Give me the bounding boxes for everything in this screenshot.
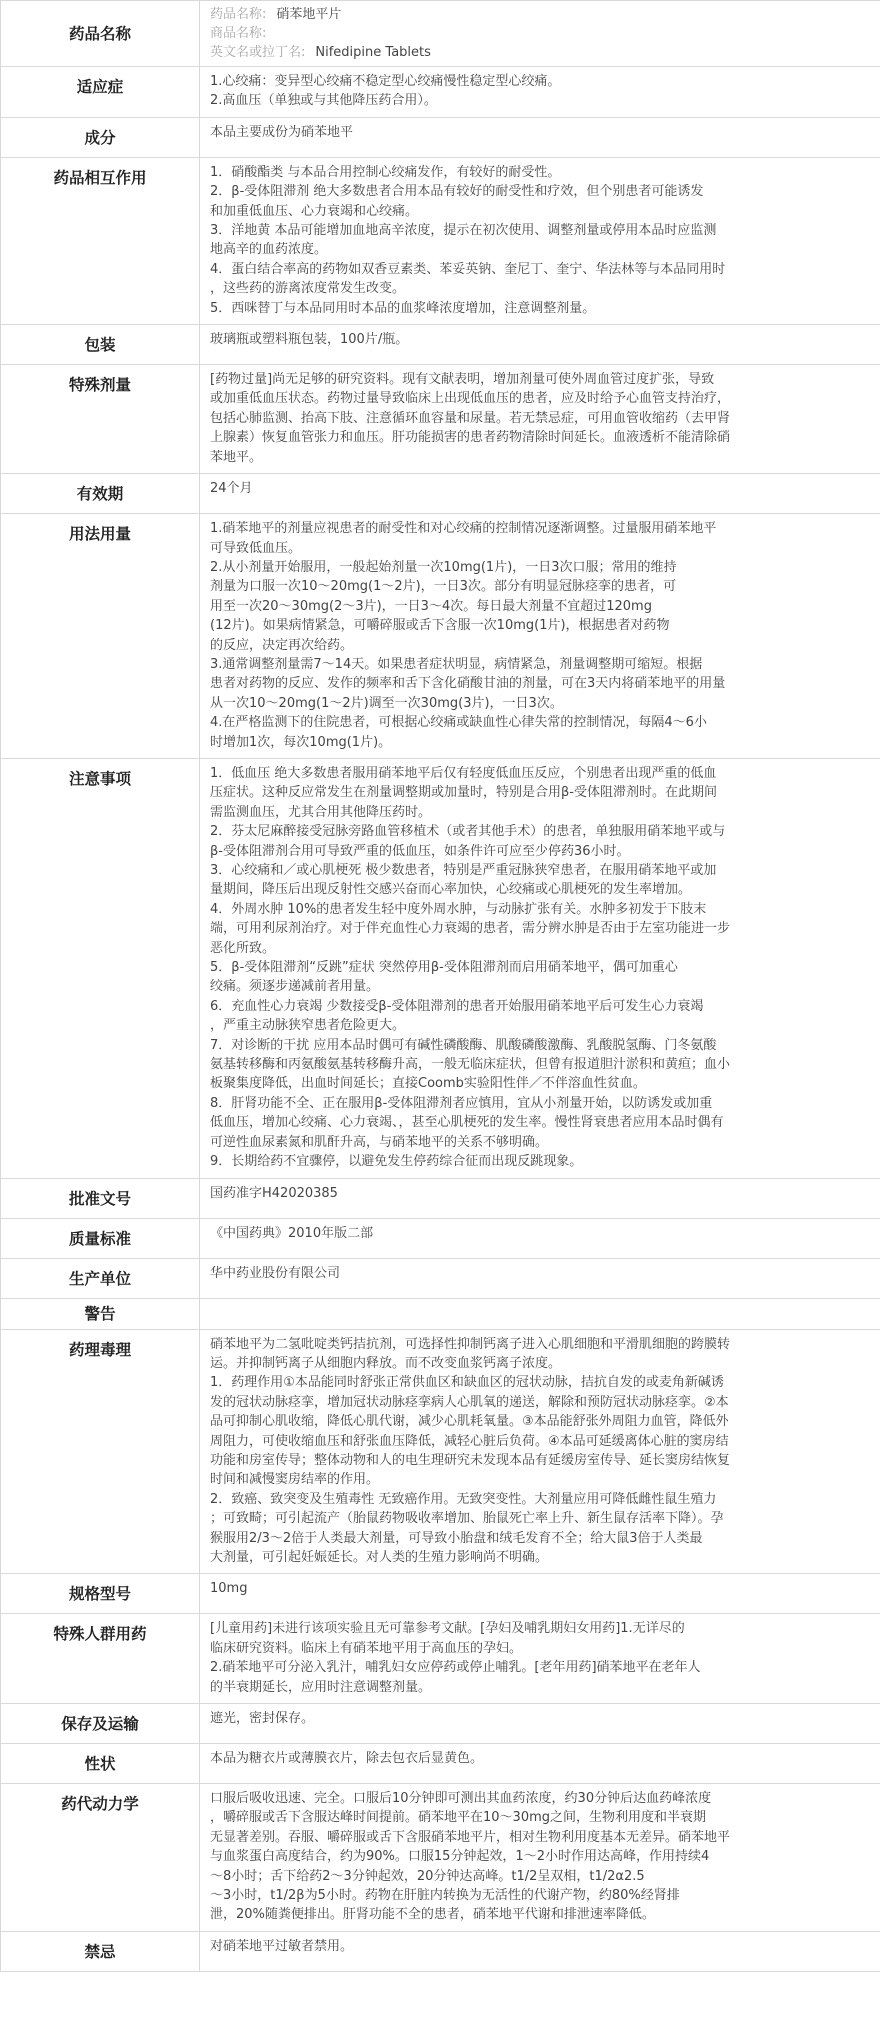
english-name-value: Nifedipine Tablets [315, 45, 431, 60]
row-value: 硝苯地平为二氢吡啶类钙拮抗剂，可选择性抑制钙离子进入心肌细胞和平滑肌细胞的跨膜转 运。并抑制钙离子从细胞内释放。而不改变血浆钙离子浓度。 1．药理作用①本品能同时舒张正常供血区和缺血区的冠状动脉，拮抗自发的或麦角新碱诱 发的冠状动脉痉挛，增加冠状动脉痉挛病人心肌氧的递送，解除和预防冠状动脉痉挛。②本 品可抑制心肌收缩，降低心肌代谢，减少心肌耗氧量。③本品能舒张外周阻力血管，降低外 周阻力，可使收缩血压和舒张血压降低，减轻心脏后负荷。④本品可延缓离体心脏的窦房结 功能和房室传导；整体动物和人的电生理研究未发现本品有延缓房室传导、延长窦房结恢复 时间和减慢窦房结率的作用。 2．致癌、致突变及生殖毒性 无致癌作用。无致突变性。大剂量应用可降低雌性鼠生殖力 ；可致畸；可引起流产（胎鼠药物吸收率增加、胎鼠死亡率上升、新生鼠存活率下降）。孕 猴服用2/3～2倍于人类最大剂量，可导致小胎盘和绒毛发育不全；给大鼠3倍于人类最 大剂量，可引起妊娠延长。对人类的生殖力影响尚不明确。 [200, 1329, 880, 1574]
row-value: 1．低血压 绝大多数患者服用硝苯地平后仅有轻度低血压反应，个别患者出现严重的低血 压症状。这种反应常发生在剂量调整期或加量时，特别是合用β-受体阻滞剂时。在此期间 需监测血压，尤其合用其他降压药时。 2．芬太尼麻醉接受冠脉旁路血管移植术（或者其他手术）的患者，单独服用硝苯地平或与 β-受体阻滞剂合用可导致严重的低血压，如条件许可应至少停药36小时。 3．心绞痛和／或心肌梗死 极少数患者，特别是严重冠脉狭窄患者，在服用硝苯地平或加 量期间，降压后出现反射性交感兴奋而心率加快，心绞痛或心肌梗死的发生率增加。 4．外周水肿 10%的患者发生轻中度外周水肿，与动脉扩张有关。水肿多初发于下肢末 端，可用利尿剂治疗。对于伴充血性心力衰竭的患者，需分辨水肿是否由于左室功能进一步 恶化所致。 5．β-受体阻滞剂“反跳”症状 突然停用β-受体阻滞剂而启用硝苯地平，偶可加重心 绞痛。须逐步递减前者用量。 6．充血性心力衰竭 少数接受β-受体阻滞剂的患者开始服用硝苯地平后可发生心力衰竭 ，严重主动脉狭窄患者危险更大。 7．对诊断的干扰 应用本品时偶可有碱性磷酸酶、肌酸磷酸激酶、乳酸脱氢酶、门冬氨酸 氨基转移酶和丙氨酸氨基转移酶升高，一般无临床症状，但曾有报道胆汁淤积和黄疸；血小 板聚集度降低，出血时间延长；直接Coomb实验阳性伴／不伴溶血性贫血。 8．肝肾功能不全、正在服用β-受体阻滞剂者应慎用，宜从小剂量开始，以防诱发或加重 低血压，增加心绞痛、心力衰竭、，甚至心肌梗死的发生率。慢性肾衰患者应用本品时偶有 可逆性血尿素氮和肌酐升高，与硝苯地平的关系不够明确。 9．长期给药不宜骤停，以避免发生停药综合征而出现反跳现象。 [200, 758, 880, 1178]
row-value: 国药准字H42020385 [200, 1178, 880, 1218]
row-value: 10mg [200, 1574, 880, 1614]
row-label: 用法用量 [1, 514, 200, 759]
row-value: 1.心绞痛：变异型心绞痛不稳定型心绞痛慢性稳定型心绞痛。 2.高血压（单独或与其他降压药合用）。 [200, 67, 880, 118]
row-label: 有效期 [1, 474, 200, 514]
info-row [1, 1178, 880, 1218]
english-name-line [210, 43, 870, 62]
info-row [1, 1298, 880, 1329]
row-label: 警告 [1, 1298, 200, 1329]
info-row [1, 325, 880, 365]
row-value [200, 1298, 880, 1329]
row-value: 1.硝苯地平的剂量应视患者的耐受性和对心绞痛的控制情况逐渐调整。过量服用硝苯地平 可导致低血压。 2.从小剂量开始服用，一般起始剂量一次10mg(1片)，一日3次口服；常用的维持 剂量为口服一次10～20mg(1～2片)，一日3次。部分有明显冠脉痉挛的患者，可 用至一次20～30mg(2～3片)，一日3～4次。每日最大剂量不宜超过120mg (12片)。如果病情紧急，可嚼碎服或舌下含服一次10mg(1片)，根据患者对药物 的反应，决定再次给药。 3.通常调整剂量需7～14天。如果患者症状明显，病情紧急，剂量调整期可缩短。根据 患者对药物的反应、发作的频率和舌下含化硝酸甘油的剂量，可在3天内将硝苯地平的用量 从一次10～20mg(1～2片)调至一次30mg(3片)，一日3次。 4.在严格监测下的住院患者，可根据心绞痛或缺血性心律失常的控制情况，每隔4～6小 时增加1次，每次10mg(1片)。 [200, 514, 880, 759]
row-value: 对硝苯地平过敏者禁用。 [200, 1931, 880, 1971]
row-label: 注意事项 [1, 758, 200, 1178]
row-value: 《中国药典》2010年版二部 [200, 1218, 880, 1258]
info-row [1, 67, 880, 118]
row-value: [儿童用药]未进行该项实验且无可靠参考文献。[孕妇及哺乳期妇女用药]1.无详尽的 临床研究资料。临床上有硝苯地平用于高血压的孕妇。 2.硝苯地平可分泌入乳汁，哺乳妇女应停药或停止哺乳。[老年用药]硝苯地平在老年人 的半衰期延长，应用时注意调整剂量。 [200, 1614, 880, 1704]
row-label: 适应症 [1, 67, 200, 118]
info-row [1, 1704, 880, 1744]
english-name-key: 英文名或拉丁名: [210, 45, 306, 60]
row-label: 质量标准 [1, 1218, 200, 1258]
row-label: 特殊剂量 [1, 365, 200, 474]
row-label: 药理毒理 [1, 1329, 200, 1574]
row-value: 本品为糖衣片或薄膜衣片，除去包衣后显黄色。 [200, 1744, 880, 1784]
row-value: 华中药业股份有限公司 [200, 1258, 880, 1298]
row-label: 性状 [1, 1744, 200, 1784]
row-label: 禁忌 [1, 1931, 200, 1971]
generic-name-value: 硝苯地平片 [276, 7, 342, 22]
info-row [1, 1258, 880, 1298]
row-label: 特殊人群用药 [1, 1614, 200, 1704]
row-label: 药品名称 [1, 1, 200, 67]
row-label: 批准文号 [1, 1178, 200, 1218]
row-value: 玻璃瓶或塑料瓶包装，100片/瓶。 [200, 325, 880, 365]
info-row [1, 1744, 880, 1784]
row-label: 成分 [1, 117, 200, 157]
row-label: 规格型号 [1, 1574, 200, 1614]
info-row [1, 474, 880, 514]
trade-name-key: 商品名称: [210, 26, 267, 41]
info-row [1, 1931, 880, 1971]
generic-name-line [210, 5, 870, 24]
info-row [1, 1784, 880, 1932]
row-label: 生产单位 [1, 1258, 200, 1298]
generic-name-key: 药品名称: [210, 7, 267, 22]
info-row [1, 157, 880, 324]
row-value: [药物过量]尚无足够的研究资料。现有文献表明，增加剂量可使外周血管过度扩张，导致 或加重低血压状态。药物过量导致临床上出现低血压的患者，应及时给予心血管支持治疗， 包括心肺监测、抬高下肢、注意循环血容量和尿量。若无禁忌症，可用血管收缩药（去甲肾 上腺素）恢复血管张力和血压。肝功能损害的患者药物清除时间延长。血液透析不能清除硝 苯地平。 [200, 365, 880, 474]
row-drug-name [1, 1, 880, 67]
row-label: 包装 [1, 325, 200, 365]
info-row [1, 758, 880, 1178]
row-label: 药代动力学 [1, 1784, 200, 1932]
row-label: 药品相互作用 [1, 157, 200, 324]
row-value: 口服后吸收迅速、完全。口服后10分钟即可测出其血药浓度，约30分钟后达血药峰浓度 ，嚼碎服或舌下含服达峰时间提前。硝苯地平在10～30mg之间，生物利用度和半衰期 无显著差别。吞服、嚼碎服或舌下含服硝苯地平片，相对生物利用度基本无差异。硝苯地平 与血浆蛋白高度结合，约为90%。口服15分钟起效，1～2小时作用达高峰，作用持续4 ～8小时；舌下给药2～3分钟起效，20分钟达高峰。t1/2呈双相，t1/2α2.5 ～3小时，t1/2β为5小时。药物在肝脏内转换为无活性的代谢产物，约80%经肾排 泄，20%随粪便排出。肝肾功能不全的患者，硝苯地平代谢和排泄速率降低。 [200, 1784, 880, 1932]
info-row [1, 365, 880, 474]
info-row [1, 1614, 880, 1704]
info-row [1, 1574, 880, 1614]
row-value: 24个月 [200, 474, 880, 514]
info-row [1, 1218, 880, 1258]
row-value: 1．硝酸酯类 与本品合用控制心绞痛发作，有较好的耐受性。 2．β-受体阻滞剂 绝大多数患者合用本品有较好的耐受性和疗效，但个别患者可能诱发 和加重低血压、心力衰竭和心绞痛。 3．洋地黄 本品可能增加血地高辛浓度，提示在初次使用、调整剂量或停用本品时应监测 地高辛的血药浓度。 4．蛋白结合率高的药物如双香豆素类、苯妥英钠、奎尼丁、奎宁、华法林等与本品同用时 ，这些药的游离浓度常发生改变。 5．西咪替丁与本品同用时本品的血浆峰浓度增加，注意调整剂量。 [200, 157, 880, 324]
trade-name-line [210, 24, 870, 43]
row-value: 本品主要成份为硝苯地平 [200, 117, 880, 157]
info-row [1, 117, 880, 157]
info-row [1, 1329, 880, 1574]
row-value: 遮光，密封保存。 [200, 1704, 880, 1744]
row-label: 保存及运输 [1, 1704, 200, 1744]
info-row [1, 514, 880, 759]
drug-name-block [200, 1, 880, 67]
